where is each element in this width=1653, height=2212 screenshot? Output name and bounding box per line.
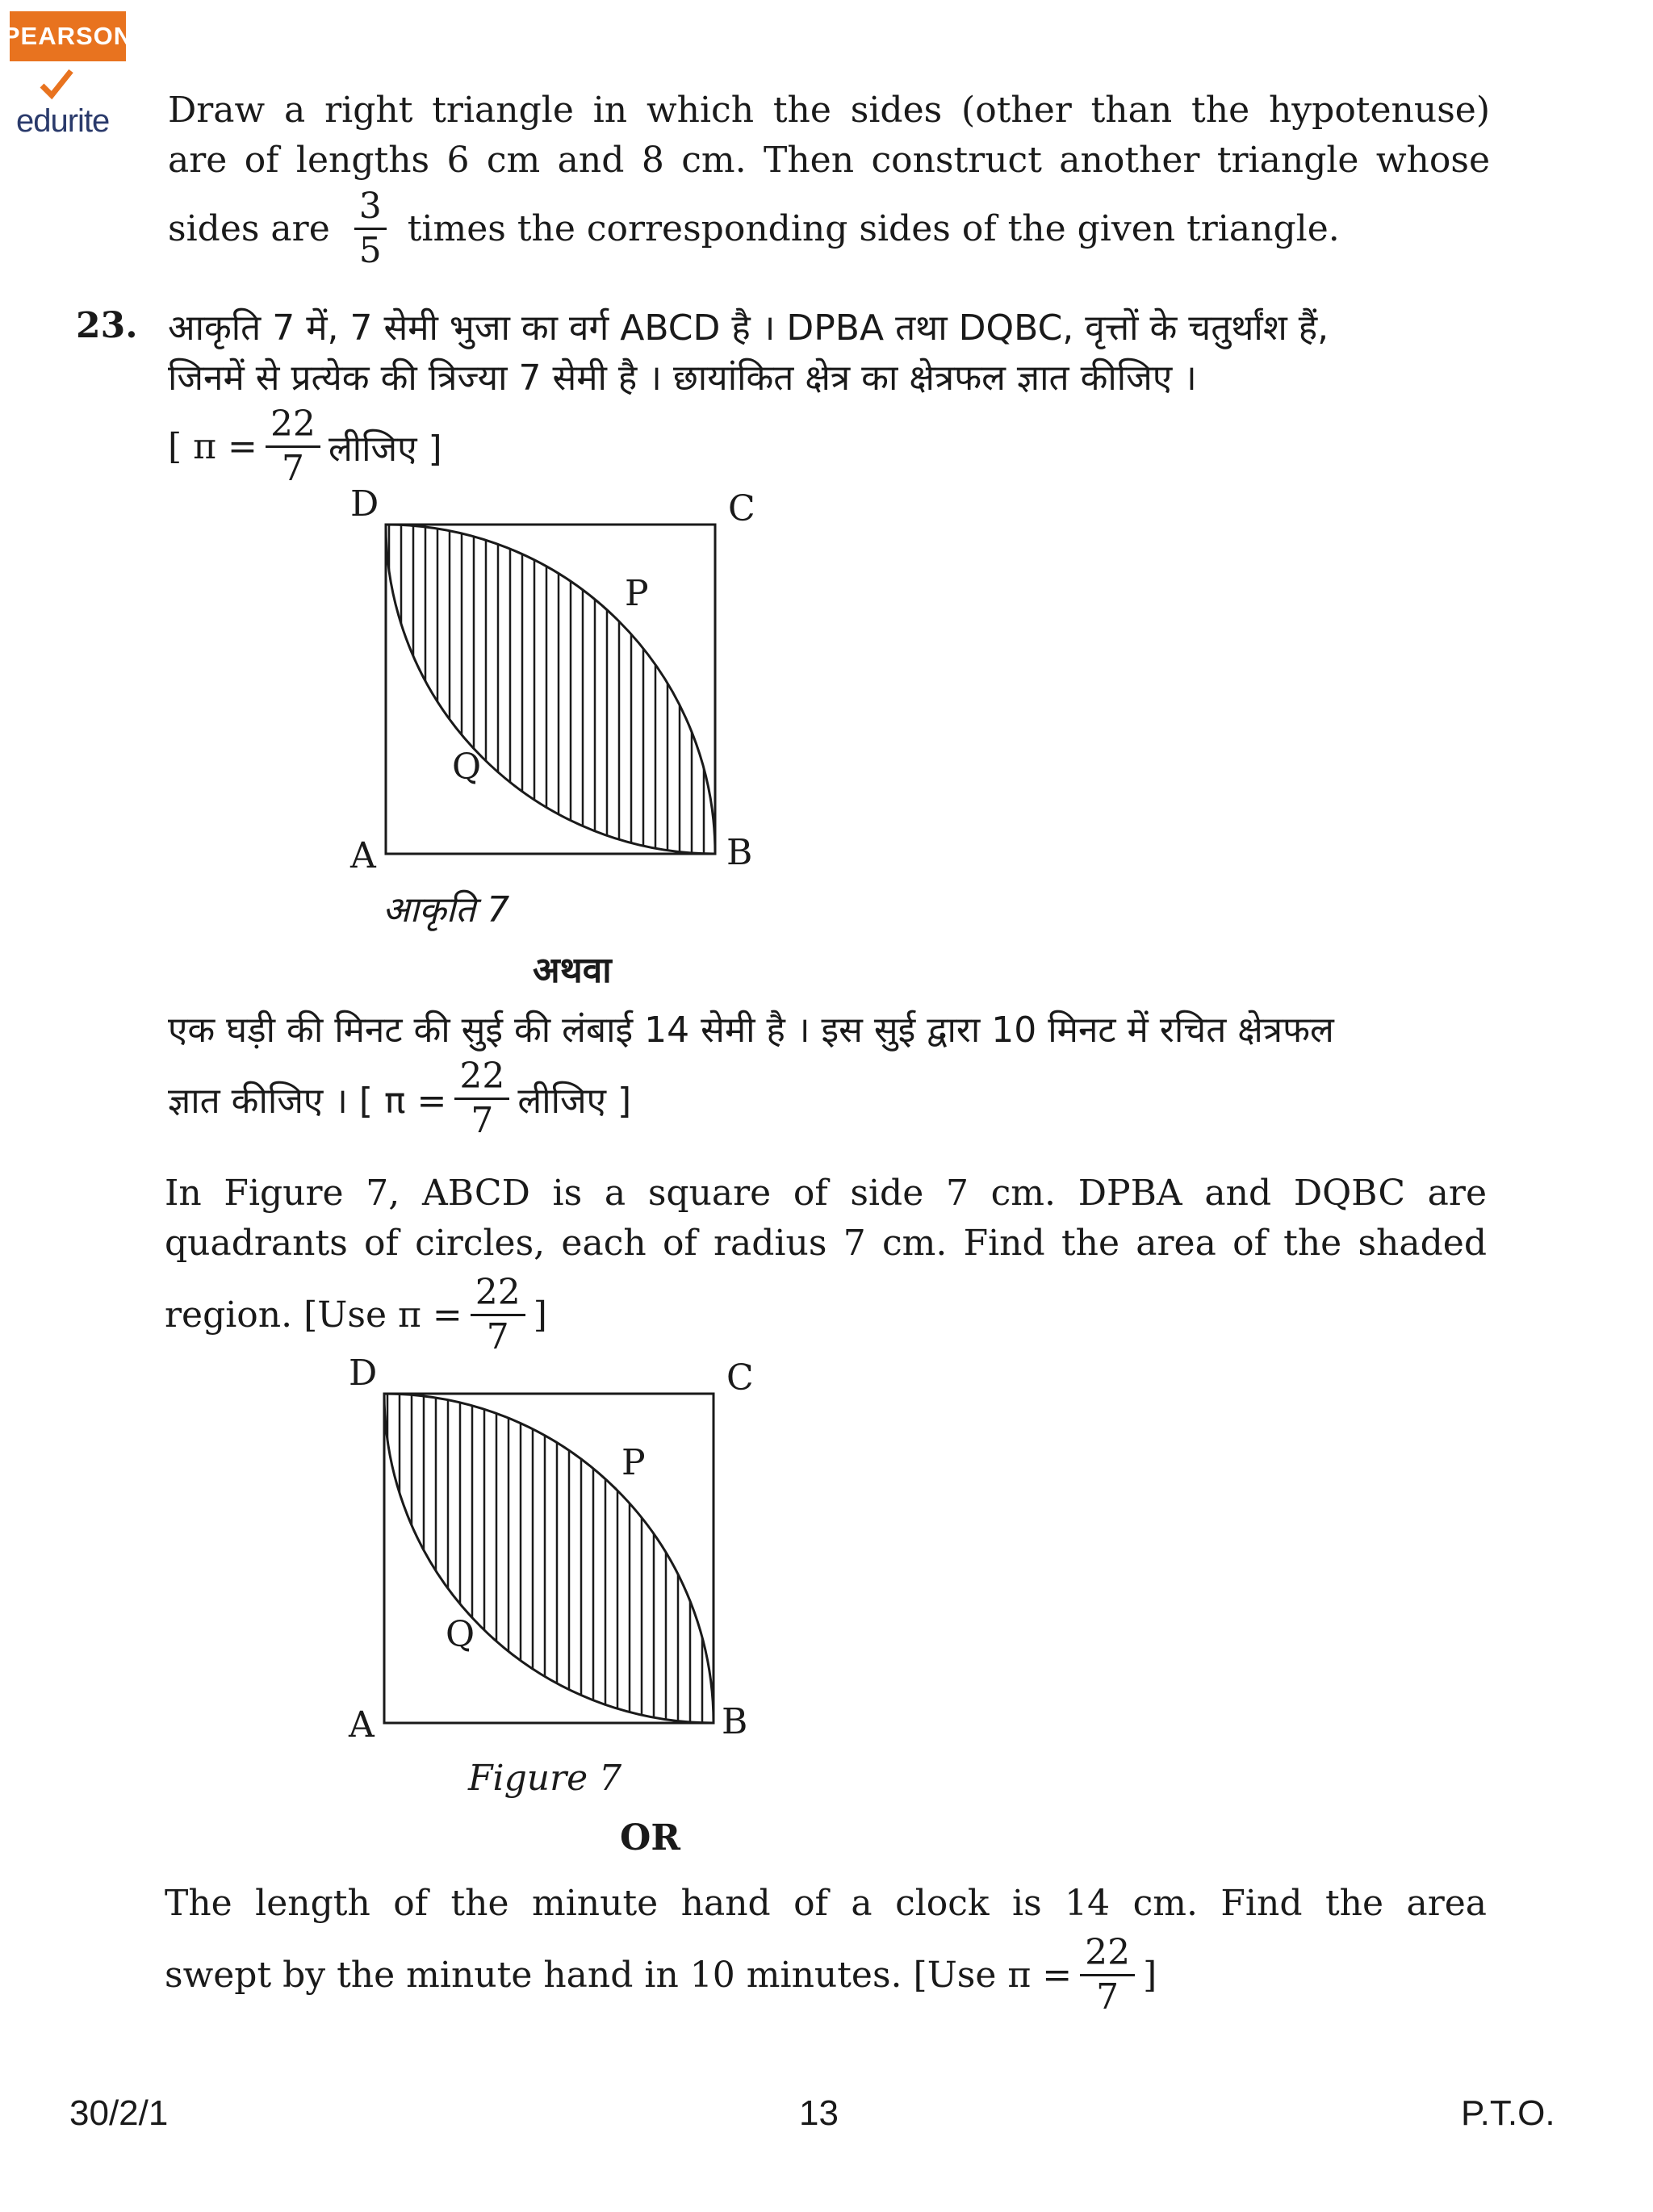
q23-hindi-alt-line1: एक घड़ी की मिनट की सुई की लंबाई 14 सेमी है । इस सुई द्वारा 10 मिनट में रचित क्षेत्रफल (168, 1010, 1334, 1051)
label-b: B (722, 1701, 748, 1742)
partner-logo: edurite (16, 103, 110, 139)
figure-7-english (337, 1357, 773, 1753)
fraction-denominator: 7 (471, 1100, 494, 1141)
fraction-numerator: 22 (1080, 1935, 1135, 1976)
figure-caption-english: Figure 7 (468, 1758, 622, 1799)
or-label-hindi: अथवा (533, 950, 612, 991)
q23-hindi-pi-note (168, 404, 442, 489)
label-d: D (349, 1357, 378, 1394)
fraction-pi (1080, 1932, 1135, 2018)
label-a: A (350, 835, 376, 876)
paper-code: 30/2/1 (69, 2093, 169, 2133)
q23-english-line1: In Figure 7, ABCD is a square of side 7 cm. DPBA and DQBC are (165, 1173, 1487, 1214)
fraction-numerator: 22 (471, 1275, 525, 1316)
question-number: 23. (76, 305, 138, 346)
q23-hindi-line2: जिनमें से प्रत्येक की त्रिज्या 7 सेमी है । छायांकित क्षेत्र का क्षेत्रफल ज्ञात कीजिए । (168, 358, 1197, 399)
label-c: C (726, 1357, 754, 1399)
publisher-logo-text: PEARSON (2, 22, 133, 50)
publisher-logo (2, 11, 133, 61)
q22-line3-start: sides are (168, 208, 330, 249)
pi-note-suffix: लीजिए ] (328, 428, 442, 470)
figure-7-hindi (339, 488, 775, 884)
q23-english-line3 (165, 1272, 547, 1357)
figure-caption-hindi: आकृति 7 (383, 889, 510, 930)
fraction-pi (266, 404, 320, 489)
label-q: Q (452, 746, 482, 788)
q23-english-alt-line2 (165, 1932, 1157, 2018)
page-number: 13 (799, 2093, 839, 2133)
pi-note-prefix: [ π = (168, 426, 257, 467)
alt-line2-start: swept by the minute hand in 10 minutes. [Use π = (165, 1955, 1073, 1996)
alt-line2-end: ] (1143, 1955, 1157, 1996)
or-label-english: OR (620, 1817, 680, 1859)
label-q: Q (446, 1614, 475, 1655)
pto-note: P.T.O. (1461, 2093, 1555, 2133)
shaded-region (386, 525, 715, 854)
label-b: B (726, 832, 753, 873)
q23-hindi-alt-pi-note (168, 1056, 632, 1141)
label-p: P (621, 1442, 646, 1483)
fraction-numerator: 22 (454, 1059, 509, 1100)
fraction-pi (471, 1272, 525, 1357)
alt-pi-suffix: लीजिए ] (517, 1080, 632, 1122)
q22-line3-end: times the corresponding sides of the given triangle. (407, 208, 1340, 249)
fraction-numerator: 3 (354, 189, 387, 230)
q22-line1: Draw a right triangle in which the sides (other than the hypotenuse) (168, 90, 1490, 131)
fraction-denominator: 7 (1096, 1976, 1119, 2018)
label-a: A (349, 1704, 375, 1746)
label-d: D (350, 488, 379, 525)
q22-line3 (168, 186, 1340, 271)
fraction-denominator: 7 (486, 1316, 509, 1357)
label-p: P (625, 573, 649, 614)
fraction-denominator: 5 (358, 230, 382, 271)
q23-hindi-line1: आकृति 7 में, 7 सेमी भुजा का वर्ग ABCD है । DPBA तथा DQBC, वृत्तों के चतुर्थांश हैं, (168, 307, 1329, 349)
english-line3-start: region. [Use π = (165, 1294, 462, 1336)
q22-line2: are of lengths 6 cm and 8 cm. Then construct another triangle whose (168, 140, 1490, 181)
label-c: C (728, 488, 755, 529)
q23-english-alt-line1: The length of the minute hand of a clock is 14 cm. Find the area (165, 1883, 1487, 1924)
shaded-region (384, 1394, 714, 1723)
q23-english-line2: quadrants of circles, each of radius 7 cm. Find the area of the shaded (165, 1223, 1487, 1264)
edurite-check-icon (39, 66, 74, 102)
fraction-numerator: 22 (266, 407, 320, 448)
fraction-pi (454, 1056, 509, 1141)
fraction-three-fifths (354, 186, 387, 271)
alt-pi-prefix: ज्ञात कीजिए । [ π = (168, 1080, 447, 1122)
english-line3-end: ] (533, 1294, 547, 1336)
fraction-denominator: 7 (281, 448, 304, 489)
